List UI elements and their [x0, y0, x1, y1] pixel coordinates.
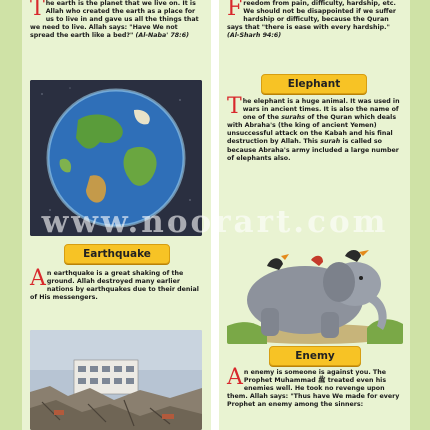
- earthquake-body: n earthquake is a great shaking of the ground. Allah destroyed many earlier nations by earthquakes due to their denial of His messengers.: [30, 270, 199, 302]
- earthquake-drop-cap: A: [30, 266, 46, 291]
- elephant-surahs: surahs: [281, 114, 306, 122]
- enemy-title: Enemy: [269, 346, 361, 366]
- elephant-surah: surah: [320, 138, 341, 146]
- elephant-drop-cap: T: [227, 94, 242, 119]
- elephant-body-c: is called so because Abraha's army included a large number of elephants also.: [227, 138, 399, 162]
- ease-drop-cap: F: [227, 0, 243, 21]
- earthquake-ruins-icon: [30, 330, 202, 430]
- elephant-illustration: [227, 226, 403, 344]
- elephant-title: Elephant: [261, 74, 367, 94]
- earth-paragraph: [30, 0, 204, 40]
- watermark: www.noorart.com: [41, 204, 389, 240]
- earth-reference: (Al-Naba' 78:6): [135, 32, 189, 40]
- ease-reference: (Al-Sharh 94:6): [227, 32, 282, 40]
- enemy-drop-cap: A: [227, 365, 243, 390]
- earthquake-photo: [30, 330, 202, 430]
- earthquake-title: Earthquake: [64, 244, 170, 264]
- earthquake-paragraph: [30, 266, 204, 302]
- ease-paragraph: [227, 0, 403, 40]
- earth-drop-cap: T: [30, 0, 45, 21]
- earth-body: he earth is the planet that we live on. It is Allah who created the earth as a place for us to live in and gave us all the things that we need to live. Allah says: "Have We not spread the earth like a bed?": [30, 0, 199, 40]
- elephant-paragraph: [227, 94, 403, 163]
- elephant-body-a: he elephant is a huge animal. It was used in wars in ancient times. It is also the name of one of the: [242, 98, 400, 122]
- enemy-paragraph: [227, 365, 403, 409]
- enemy-body: n enemy is someone is against you. The Prophet Muhammad ﷺ treated even his enemies well. He took no revenge upon them. Allah says: "Thus have We made for every Prophet an enemy among the sinners:: [227, 369, 400, 409]
- elephant-icon: [227, 226, 403, 344]
- ease-body: reedom from pain, difficulty, hardship, etc. We should not be disappointed if we suffer hardship or difficulty, because the Quran says that "there is ease with every hardship.": [227, 0, 397, 32]
- elephant-body-b: of the Quran which deals with Abraha's (the king of ancient Yemen) unsuccessful attack on the Kabah and his final destruction by Allah. This: [227, 114, 397, 146]
